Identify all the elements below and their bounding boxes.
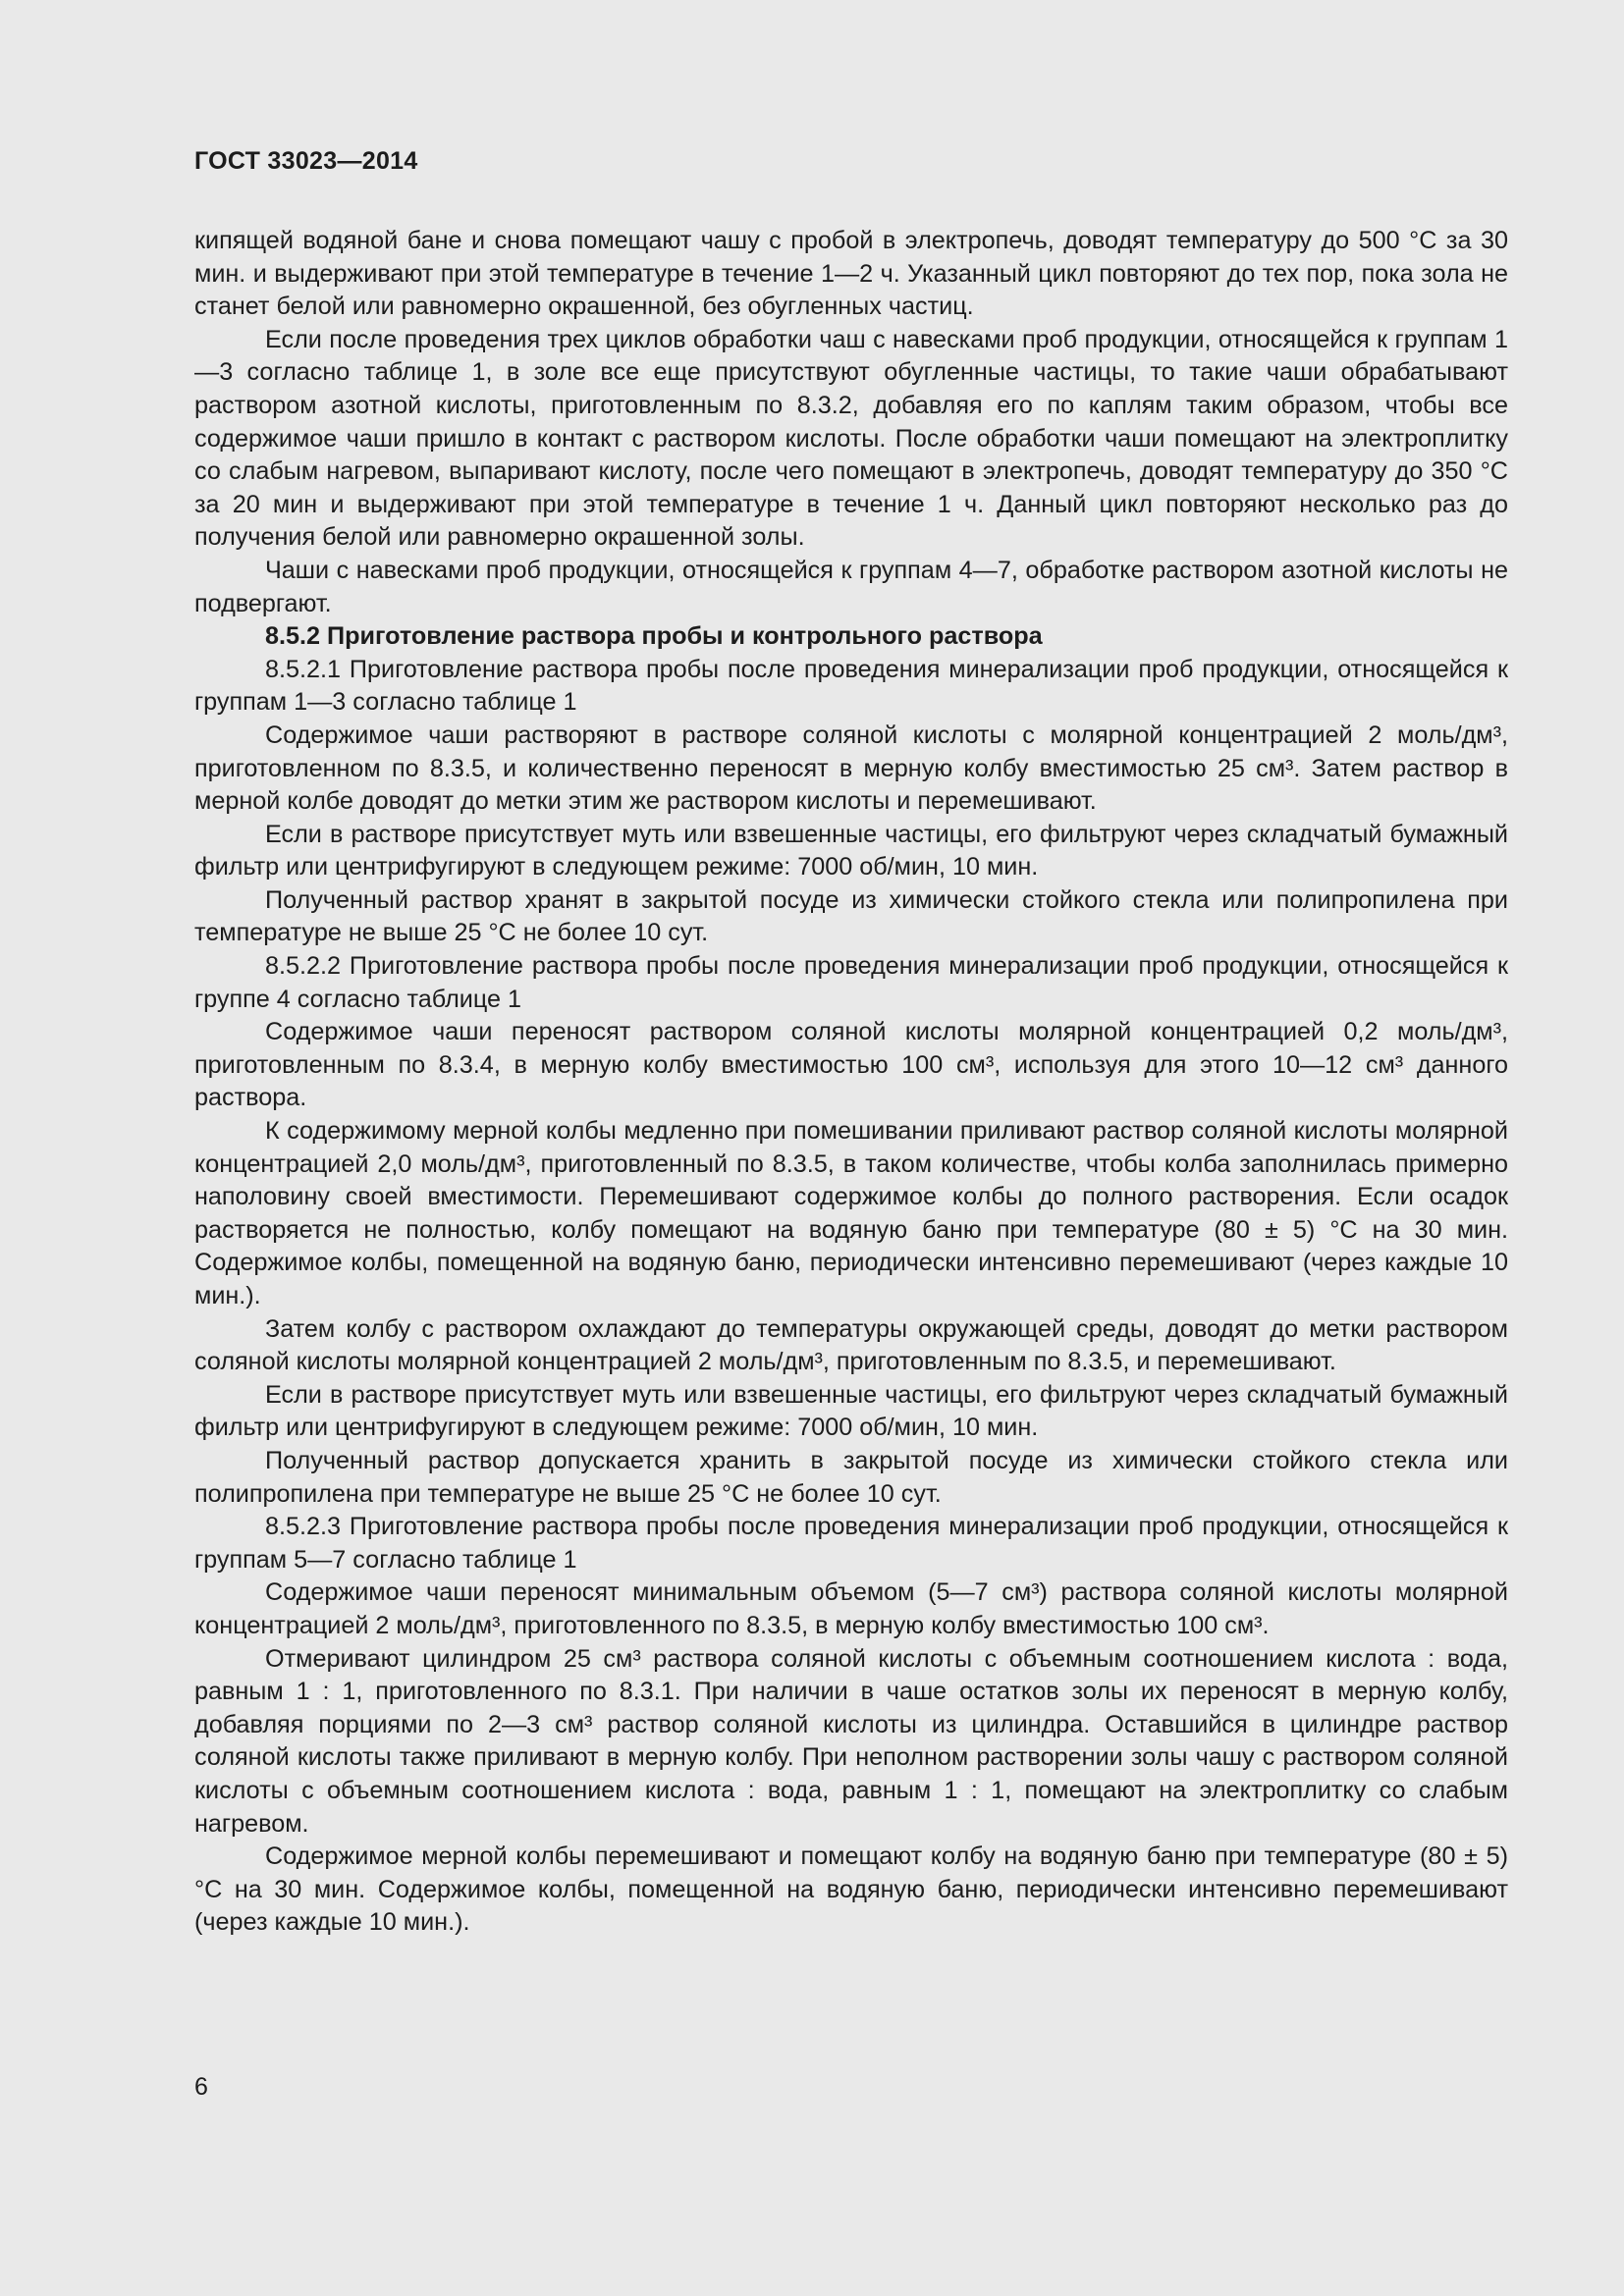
paragraph: Содержимое мерной колбы перемешивают и помещают колбу на водяную баню при температуре (80 ± 5) °С на 30 мин. Содержимое колбы, помещенной на водяную баню, периодически интенсивно перемешивают (через каждые 10 мин.). — [194, 1842, 1508, 1937]
paragraph: Полученный раствор допускается хранить в закрытой посуде из химически стойкого стекла или полипропилена при температуре не выше 25 °С не более 10 сут. — [194, 1446, 1508, 1508]
paragraph: Затем колбу с раствором охлаждают до температуры окружающей среды, доводят до метки раствором соляной кислоты молярной концентрацией 2 моль/дм³, приготовленным по 8.3.5, и перемешивают. — [194, 1314, 1508, 1376]
section-heading: 8.5.2 Приготовление раствора пробы и контрольного раствора — [265, 622, 1043, 651]
paragraph: Полученный раствор хранят в закрытой посуде из химически стойкого стекла или полипропилена при температуре не выше 25 °С не более 10 сут. — [194, 885, 1508, 947]
paragraph: Отмеривают цилиндром 25 см³ раствора соляной кислоты с объемным соотношением кислота : вода, равным 1 : 1, приготовленного по 8.3.1. При наличии в чаше остатков золы их переносят в мерную колбу, добавляя порциями по 2—3 см³ раствор соляной кислоты из цилиндра. Оставшийся в цилиндре раствор соляной кислоты также приливают в мерную колбу. При неполном растворении золы чашу с раствором соляной кислоты с объемным соотношением кислота : вода, равным 1 : 1, помещают на электроплитку со слабым нагревом. — [194, 1644, 1508, 1838]
document-header: ГОСТ 33023—2014 — [194, 147, 418, 175]
paragraph: Чаши с навесками проб продукции, относящейся к группам 4—7, обработке раствором азотной кислоты не подвергают. — [194, 556, 1508, 617]
paragraph: Содержимое чаши растворяют в растворе соляной кислоты с молярной концентрацией 2 моль/дм³, приготовленном по 8.3.5, и количественно переносят в мерную колбу вместимостью 25 см³. Затем раствор в мерной колбе доводят до метки этим же раствором кислоты и перемешивают. — [194, 721, 1508, 816]
paragraph: Если в растворе присутствует муть или взвешенные частицы, его фильтруют через складчатый бумажный фильтр или центрифугируют в следующем режиме: 7000 об/мин, 10 мин. — [194, 820, 1508, 881]
paragraph: Если после проведения трех циклов обработки чаш с навесками проб продукции, относящейся к группам 1—3 согласно таблице 1, в золе все еще присутствуют обугленные частицы, то такие чаши обрабатывают раствором азотной кислоты, приготовленным по 8.3.2, добавляя его по каплям таким образом, чтобы все содержимое чаши пришло в контакт с раствором кислоты. После обработки чаши помещают на электроплитку со слабым нагревом, выпаривают кислоту, после чего помещают в электропечь, доводят температуру до 350 °С за 20 мин и выдерживают при этой температуре в течение 1 ч. Данный цикл повторяют несколько раз до получения белой или равномерно окрашенной золы. — [194, 325, 1508, 552]
subsection-heading: 8.5.2.3 Приготовление раствора пробы после проведения минерализации проб продукции, относящейся к группам 5—7 согласно таблице 1 — [194, 1513, 1508, 1574]
paragraph: Содержимое чаши переносят минимальным объемом (5—7 см³) раствора соляной кислоты молярной концентрацией 2 моль/дм³, приготовленного по 8.3.5, в мерную колбу вместимостью 100 см³. — [194, 1578, 1508, 1639]
subsection-heading: 8.5.2.1 Приготовление раствора пробы после проведения минерализации проб продукции, относящейся к группам 1—3 согласно таблице 1 — [194, 655, 1508, 717]
paragraph: К содержимому мерной колбы медленно при помешивании приливают раствор соляной кислоты молярной концентрацией 2,0 моль/дм³, приготовленный по 8.3.5, в таком количестве, чтобы колба заполнилась примерно наполовину своей вместимости. Перемешивают содержимое колбы до полного растворения. Если осадок растворяется не полностью, колбу помещают на водяную баню при температуре (80 ± 5) °С на 30 мин. Содержимое колбы, помещенной на водяную баню, периодически интенсивно перемешивают (через каждые 10 мин.). — [194, 1117, 1508, 1309]
paragraph: Содержимое чаши переносят раствором соляной кислоты молярной концентрацией 0,2 моль/дм³, приготовленным по 8.3.4, в мерную колбу вместимостью 100 см³, используя для этого 10—12 см³ данного раствора. — [194, 1018, 1508, 1112]
document-body — [194, 225, 1508, 1940]
paragraph: Если в растворе присутствует муть или взвешенные частицы, его фильтруют через складчатый бумажный фильтр или центрифугируют в следующем режиме: 7000 об/мин, 10 мин. — [194, 1380, 1508, 1442]
page-number: 6 — [194, 2073, 208, 2101]
paragraph: кипящей водяной бане и снова помещают чашу с пробой в электропечь, доводят температуру до 500 °С за 30 мин. и выдерживают при этой температуре в течение 1—2 ч. Указанный цикл повторяют до тех пор, пока зола не станет белой или равномерно окрашенной, без обугленных частиц. — [194, 227, 1508, 321]
subsection-heading: 8.5.2.2 Приготовление раствора пробы после проведения минерализации проб продукции, относящейся к группе 4 согласно таблице 1 — [194, 952, 1508, 1013]
